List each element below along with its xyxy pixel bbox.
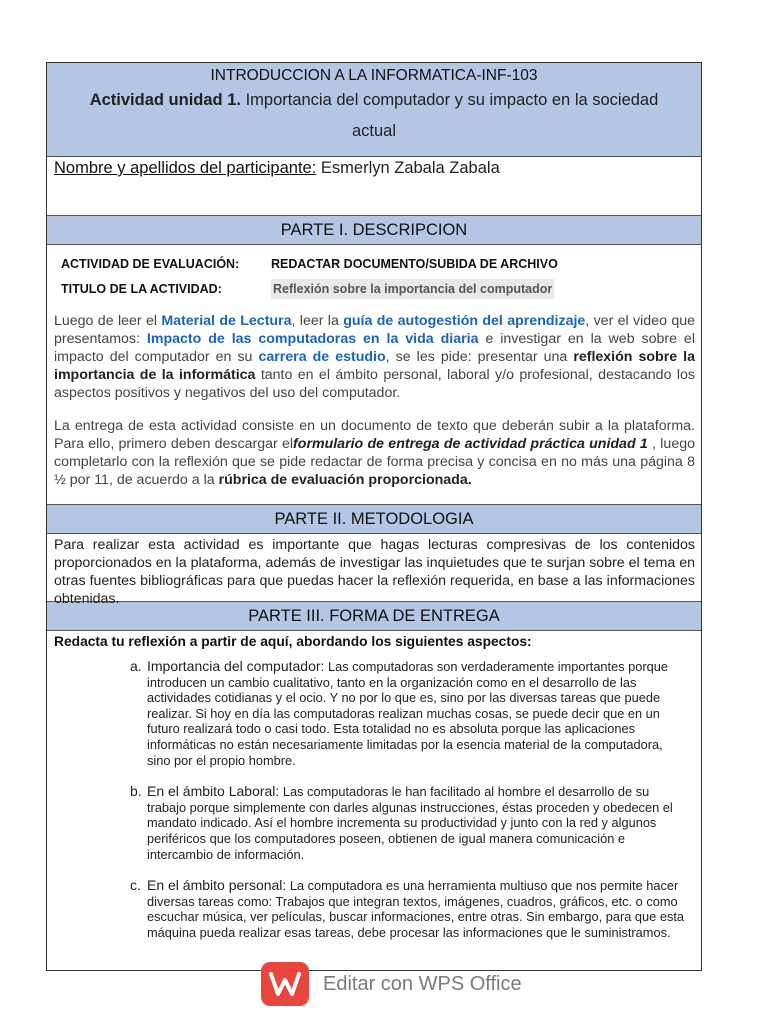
link-video[interactable]: Impacto de las computadoras en la vida diaria <box>146 331 479 347</box>
p1-text-6: tanto en el ámbito personal, laboral y/o profesional, destacando los aspectos positivos y negativos del uso del computador. <box>54 367 695 401</box>
title-band <box>47 63 701 156</box>
wps-logo-icon <box>261 962 309 1006</box>
activity-title-row <box>61 276 701 301</box>
item-text: La computadora es una herramienta multiuso que nos permite hacer diversas tareas como: Trabajos que integran textos, imágenes, cuadros, gráficos, etc. o como escuchar música, ver películas, buscar informaciones, entre otras. Sin embargo, para que esta máquina pueda realizar esas tareas, debe procesar las informaciones que le suministramos. <box>147 878 685 940</box>
item-heading: En el ámbito Laboral: <box>147 783 280 800</box>
item-heading: En el ámbito personal: <box>147 877 287 894</box>
methodology-text: Para realizar esta actividad es importante que hagas lecturas compresivas de los contenidos proporcionados en la plataforma, además de investigar las inquietudes que te surjan sobre el tema en otras fuentes bibliográficas para que puedas hacer la reflexión requerida, en base a las informaciones obtenidas. <box>47 533 701 601</box>
description-paragraph-2 <box>47 402 701 504</box>
item-text: Las computadoras le han facilitado al hombre el desarrollo de su trabajo porque simplemente con darles algunas instrucciones, éstas proceden y obedecen el mandato indicado. Así el hombre incrementa su productividad y junto con la red y algunos periféricos que los computadores poseen, obtienen de igual manera comunicación e intercambio de información. <box>147 784 673 862</box>
part3-intro: Redacta tu reflexión a partir de aquí, abordando los siguientes aspectos: <box>54 634 532 649</box>
list-item <box>130 658 685 768</box>
participant-name: Esmerlyn Zabala Zabala <box>320 159 500 177</box>
wps-footer[interactable] <box>261 962 522 1006</box>
activity-label: Actividad unidad 1. <box>89 91 241 109</box>
p2-text-1: La entrega de esta actividad consiste en un documento de texto que deberán subir a la plataforma. Para ello, primero deben descargar el <box>54 418 695 452</box>
eval-key: ACTIVIDAD DE EVALUACIÓN: <box>61 256 240 271</box>
p1-text-2: , leer la <box>291 313 344 329</box>
participant-row <box>47 156 701 215</box>
list-item <box>130 877 685 940</box>
activity-heading <box>47 85 701 147</box>
part2-band <box>47 504 701 533</box>
part2-title: PARTE II. METODOLOGIA <box>274 510 474 528</box>
list-item <box>130 783 685 862</box>
part1-title: PARTE I. DESCRIPCION <box>280 221 468 239</box>
part3-band <box>47 601 701 630</box>
p1-bold: reflexión sobre la importancia de la informática <box>54 349 695 383</box>
p1-text-4: e investigar en la web sobre el impacto del computador en su <box>54 331 695 365</box>
aspects-list <box>47 659 701 941</box>
link-material-lectura[interactable]: Material de Lectura <box>161 313 292 329</box>
activity-title-value: Reflexión sobre la importancia del computador <box>271 279 554 299</box>
item-marker: b. <box>130 783 142 800</box>
part1-band <box>47 215 701 244</box>
document-page <box>46 62 702 971</box>
eval-value: REDACTAR DOCUMENTO/SUBIDA DE ARCHIVO <box>271 256 558 271</box>
item-marker: a. <box>130 658 142 674</box>
p1-text-3: , ver el video que presentamos: <box>54 313 695 347</box>
part3-body <box>47 630 701 941</box>
part3-title: PARTE III. FORMA DE ENTREGA <box>248 607 500 625</box>
p2-bold: rúbrica de evaluación proporcionada. <box>218 472 472 488</box>
link-guia-autogestion[interactable]: guía de autogestión del aprendizaje <box>343 313 586 329</box>
course-title: INTRODUCCION A LA INFORMATICA-INF-103 <box>210 67 538 84</box>
item-heading: Importancia del computador: <box>147 658 325 674</box>
p1-text-5: , se les pide: presentar una <box>385 349 574 365</box>
item-marker: c. <box>130 877 141 894</box>
eval-row <box>61 251 701 276</box>
p1-text-1: Luego de leer el <box>54 313 162 329</box>
item-text: Las computadoras son verdaderamente importantes porque introducen un cambio cualitativo, tanto en la organización como en el desarrollo de las actividades cotidianas y el ocio. Y no por lo que es, sino por las diversas tareas que puede realizar. Si hoy en día las computadoras realizan muchas cosas, se puede decir que en un futuro realizará todo o casi todo. Esta totalidad no es absoluta porque las aplicaciones informáticas no están necesariamente limitadas por la esencia material de la computadora, sino por el propio hombre. <box>147 659 669 768</box>
link-carrera[interactable]: carrera de estudio <box>258 349 386 365</box>
p2-text-2: , luego completarlo con la reflexión que se pide redactar de forma precisa y concisa en no más una página 8 ½ por 11, de acuerdo a la <box>54 436 695 488</box>
activity-title: Importancia del computador y su impacto en la sociedad actual <box>245 91 659 140</box>
p2-italic: formulario de entrega de actividad práctica unidad 1 <box>293 436 648 452</box>
wps-edit-link[interactable]: Editar con WPS Office <box>323 972 522 995</box>
participant-label: Nombre y apellidos del participante: <box>54 159 317 177</box>
description-paragraph-1 <box>47 301 701 402</box>
activity-title-key: TITULO DE LA ACTIVIDAD: <box>61 281 222 296</box>
activity-meta <box>47 244 701 301</box>
